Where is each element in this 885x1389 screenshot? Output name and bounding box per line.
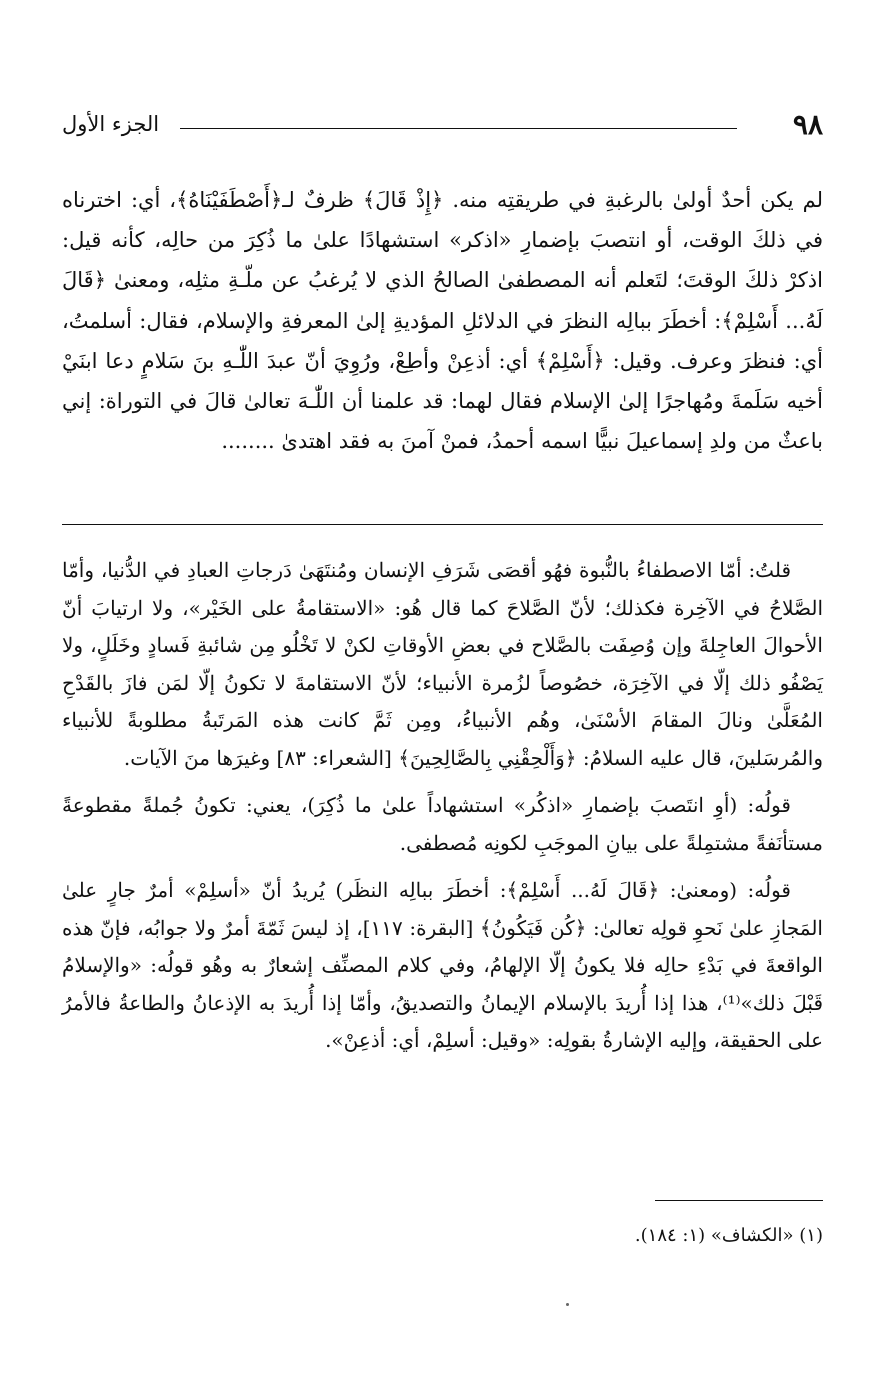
- footnote: (١) «الكشاف» (١: ١٨٤).: [634, 1225, 823, 1246]
- section-divider: [62, 524, 823, 525]
- header-rule: [180, 128, 737, 129]
- main-text-paragraph: لم يكن أحدٌ أولىٰ بالرغبةِ في طريقتِه منه. ﴿إِذْ قَالَ﴾ ظرفٌ لـ﴿أَصْطَفَيْنَاهُ﴾، أي: اخترناه في ذلكَ الوقت، أو انتصبَ بإضمارِ «اذكر» استشهادًا علىٰ ما ذُكِرَ من حالِه، كأنه قيل: اذكرْ ذلكَ الوقتَ؛ لتَعلم أنه المصطفىٰ الصالحُ الذي لا يُرغبُ عن ملّـةِ مثلِه، ومعنىٰ ﴿قَالَ لَهُ... أَسْلِمْ﴾: أخطَرَ ببالِه النظرَ في الدلائلِ المؤديةِ إلىٰ المعرفةِ والإسلام، فقال: أسلمتُ، أي: فنظرَ وعرف. وقيل: ﴿أَسْلِمْ﴾ أي: أذعِنْ وأطِعْ، ورُوِيَ أنّ عبدَ اللّٰـهِ بنَ سَلامٍ دعا ابنَيْ أخيه سَلَمةَ ومُهاجرًا إلىٰ الإسلام فقال لهما: قد علمنا أن اللّٰـهَ تعالىٰ قالَ في التوراة: إني باعثٌ من ولدِ إسماعيلَ نبيًّا اسمه أحمدُ، فمنْ آمنَ به فقد اهتدىٰ ........: [62, 188, 823, 454]
- page-header: [62, 108, 823, 148]
- commentary-block: [62, 552, 823, 1060]
- stray-mark: [566, 1303, 569, 1306]
- main-text-block: [62, 180, 823, 461]
- commentary-paragraph-2: قولُه: (أوِ انتَصبَ بإضمارِ «اذكُر» استشهاداً علىٰ ما ذُكِرَ)، يعني: تكونُ جُملةً مقطوعةً مستأنَفةً مشتمِلةً على بيانِ الموجَبِ لكونِه مُصطفى.: [62, 793, 823, 855]
- page-number: ٩٨: [792, 108, 823, 141]
- footnote-rule: [655, 1200, 823, 1201]
- commentary-paragraph-3: قولُه: (ومعنىٰ: ﴿قَالَ لَهُ... أَسْلِمْ﴾: أخطَرَ ببالِه النظَر) يُريدُ أنّ «أسلِمْ» أمرٌ جارٍ علىٰ المَجازِ علىٰ نَحوِ قولِه تعالىٰ: ﴿كُن فَيَكُونُ﴾ [البقرة: ١١٧]، إذ ليسَ ثَمّةَ أمرٌ ولا جوابُه، فإنّ هذه الواقعةَ في بَدْءِ حالِه فلا يكونُ إلّا الإلهامُ، وفي كلام المصنِّف إشعارٌ به وهُو قولُه: «والإسلامُ قَبْلَ ذلك»⁽¹⁾، هذا إذا أُريدَ بالإسلام الإيمانُ والتصديقُ، وأمّا إذا أُريدَ به الإذعانُ والطاعةُ فالأمرُ على الحقيقة، وإليه الإشارةُ بقولِه: «وقيل: أسلِمْ، أي: أذعِنْ».: [62, 878, 824, 1052]
- running-title: الجزء الأول: [62, 112, 160, 136]
- commentary-paragraph-1: قلتُ: أمّا الاصطفاءُ بالنُّبوة فهُو أقصَى شَرَفِ الإنسان ومُنتَهَىٰ دَرجاتِ العبادِ في الدُّنيا، وأمّا الصَّلاحُ في الآخِرة فكذلك؛ لأنّ الصَّلاحَ كما قال هُو: «الاستقامةُ على الخَيْر»، ولا ارتيابَ أنّ الأحوالَ العاجِلةَ وإن وُصِفَت بالصَّلاح في بعضِ الأوقاتِ لكنْ لا تَخْلُو مِن شائبةِ فَسادٍ وخَلَلٍ، ولا يَصْفُو ذلك إلّا في الآخِرَة، خصُوصاً لزُمرة الأنبياء؛ لأنّ الاستقامةَ لا تكونُ إلّا لمَن فازَ بالقَدْحِ المُعَلَّىٰ ونالَ المقامَ الأسْنَىٰ، وهُم الأنبياءُ، ومِن ثَمَّ كانت هذه المَرتَبةُ مطلوبةً للأنبياء والمُرسَلينَ، قال عليه السلامُ: ﴿وَأَلْحِقْنِي بِالصَّالِحِينَ﴾ [الشعراء: ٨٣] وغيرَها منَ الآيات.: [62, 558, 823, 770]
